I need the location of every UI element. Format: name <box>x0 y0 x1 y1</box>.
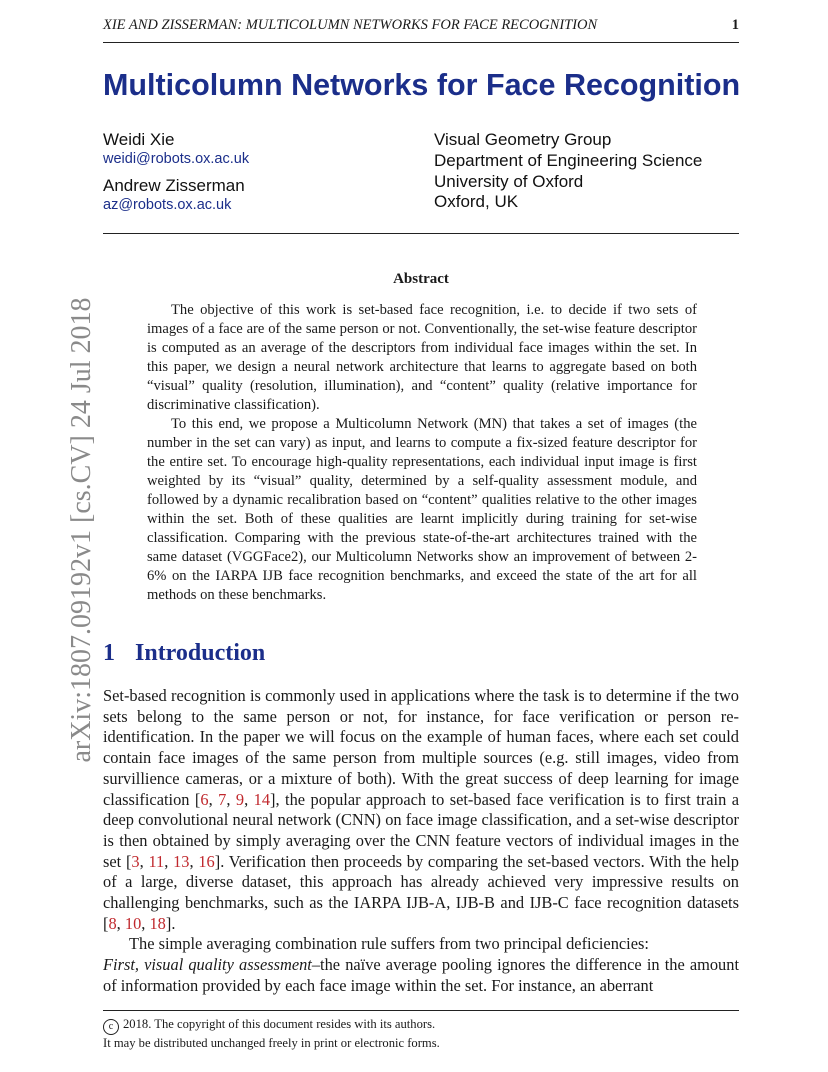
affiliation-block <box>434 130 754 213</box>
intro-text: ], the popular approach to set-based face verification is to first train a deep convolutional neural network (CNN) on face image classification, and a set-wise descriptor is then obtained by simply averaging over the CNN feature vectors of individual images in the set [ <box>103 789 740 871</box>
abstract-heading: Abstract <box>393 271 449 287</box>
intro-paragraph: Set-based recognition is commonly used in applications where the task is to determine if the two sets belong to the same person or not, for instance, for face verification or person re-identification. In the paper we will focus on the example of human faces, where each set could contain face images of the same person from multiple sources (e.g. still images, video from survillience cameras, or a mixture of both). With the great success of deep learning for image classification [6, 7, 9, 14], the popular approach to set-based face verification is to first train a deep convolutional neural network (CNN) on face image classification, and a set-wise descriptor is then obtained by simply averaging over the CNN feature vectors of individual images in the set [3, 11, 13, 16]. Verification then proceeds by comparing the set-based vectors. With the help of a large, diverse dataset, this approach has already achieved very impressive results on challenging benchmarks, such as the IARPA IJB-A, IJB-B and IJB-C face recognition datasets [8, 10, 18]. <box>103 686 740 933</box>
running-title: XIE AND ZISSERMAN: MULTICOLUMN NETWORKS FOR FACE RECOGNITION <box>103 17 598 33</box>
citation-link[interactable]: 8 <box>108 913 117 933</box>
arxiv-stamp <box>62 290 102 770</box>
copyright-icon: c <box>103 1019 119 1035</box>
copyright-text: 2018. The copyright of this document resides with its authors. <box>123 1017 436 1031</box>
emphasis-text: First, visual quality assessment <box>103 955 312 975</box>
page-number: 1 <box>731 17 739 33</box>
abstract-body <box>147 301 697 605</box>
citation-link[interactable]: 7 <box>218 789 227 809</box>
copyright-footnote <box>103 1016 739 1051</box>
paper-title: Multicolumn Networks for Face Recognition <box>103 68 741 102</box>
citation-link[interactable]: 16 <box>198 851 215 871</box>
copyright-line <box>103 1016 739 1035</box>
affiliation-line: University of Oxford <box>434 171 584 191</box>
citation-link[interactable]: 6 <box>200 789 209 809</box>
license-line: It may be distributed unchanged freely in print or electronic forms. <box>103 1036 440 1050</box>
section-number: 1 <box>103 640 115 666</box>
section-heading <box>103 640 265 667</box>
citation-link[interactable]: 11 <box>148 851 165 871</box>
author-email[interactable]: az@robots.ox.ac.uk <box>103 197 232 213</box>
intro-body <box>103 686 739 997</box>
affiliation-line: Visual Geometry Group <box>434 130 612 149</box>
citation-link[interactable]: 18 <box>149 913 166 933</box>
section-title: Introduction <box>135 640 266 666</box>
affiliation-line: Oxford, UK <box>434 192 519 212</box>
running-head <box>103 17 739 34</box>
citation-link[interactable]: 13 <box>173 851 190 871</box>
author-name: Andrew Zisserman <box>103 176 245 195</box>
arxiv-id: arXiv:1807.09192v1 [cs.CV] 24 Jul 2018 <box>66 297 97 763</box>
citation-link[interactable]: 14 <box>253 789 271 809</box>
intro-paragraph: The simple averaging combination rule suffers from two principal deficiencies: <box>129 934 649 954</box>
author-email[interactable]: weidi@robots.ox.ac.uk <box>103 151 250 167</box>
citation-link[interactable]: 9 <box>235 789 245 809</box>
affiliation-divider <box>103 233 739 234</box>
footnote-divider <box>103 1010 739 1011</box>
author-name: Weidi Xie <box>103 130 175 149</box>
intro-paragraph <box>103 955 739 996</box>
intro-text: Set-based recognition is commonly used in applications where the task is to determine if the two sets belong to the same person or not, for instance, for face verification or person re-identification. In the paper we will focus on the example of human faces, where each set could contain face images of the same person from multiple sources (e.g. still images, video from survillience cameras, or a mixture of both). With the great success of deep learning for image classification [ <box>103 686 739 809</box>
citation-link[interactable]: 3 <box>131 851 140 871</box>
intro-text: ]. <box>165 913 176 933</box>
intro-text: ]. Verification then proceeds by comparing the set-based vectors. With the help of a large, diverse dataset, this approach has already achieved very impressive results on challenging benchmarks, such as the IARPA IJB-A, IJB-B and IJB-C face recognition datasets [ <box>103 851 739 933</box>
citation-link[interactable]: 10 <box>124 913 142 933</box>
intro-text: –the naïve average pooling ignores the difference in the amount of information provided by each face image within the set. For instance, an aberrant <box>103 955 739 995</box>
header-divider <box>103 42 739 43</box>
abstract-paragraph: The objective of this work is set-based face recognition, i.e. to decide if two sets of images of a face are of the same person or not. Conventionally, the set-wise feature descriptor is computed as an average of the descriptors from individual face images within the set. In this paper, we design a neural network architecture that learns to aggregate based on both “visual” quality (resolution, illumination), and “content” quality (relative importance for discriminative classification). <box>147 302 697 413</box>
affiliation-line: Department of Engineering Science <box>434 150 703 170</box>
author-block <box>103 130 413 222</box>
abstract-paragraph: To this end, we propose a Multicolumn Network (MN) that takes a set of images (the number in the set can vary) as input, and learns to compute a fix-sized feature descriptor for the entire set. To encourage high-quality representations, each individual input image is first weighted by its “visual” quality, determined by a self-quality assessment module, and followed by a dynamic recalibration based on “content” qualities relative to the other images within the set. Both of these qualities are learnt implicitly during training for set-wise classification. Comparing with the previous state-of-the-art architectures trained with the same dataset (VGGFace2), our Multicolumn Networks show an improvement of between 2-6% on the IARPA IJB face recognition benchmarks, and exceed the state of the art for all methods on these benchmarks. <box>147 416 697 603</box>
